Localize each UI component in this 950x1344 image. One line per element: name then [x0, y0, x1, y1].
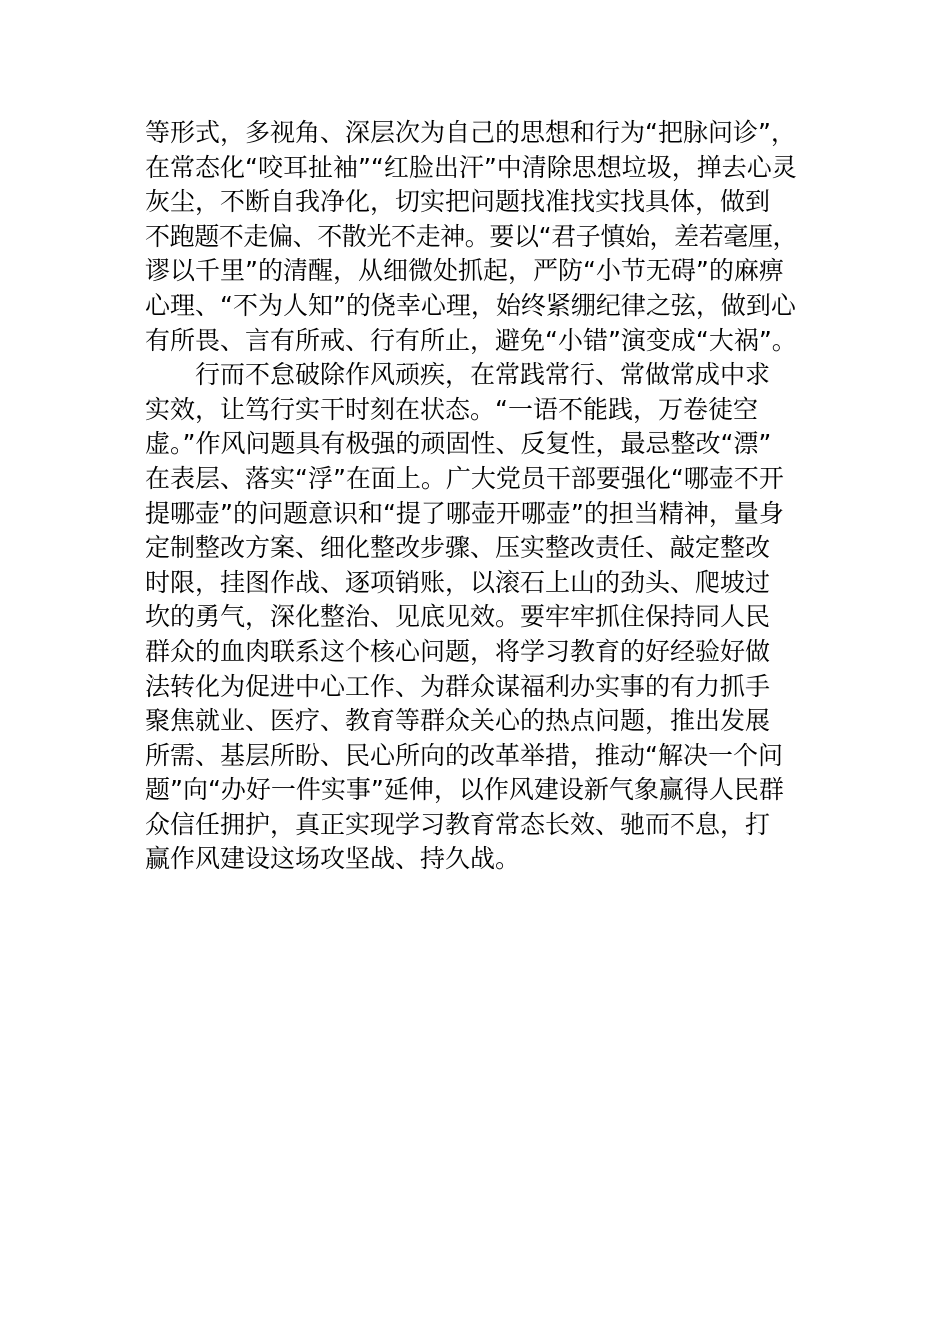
text-line: 所需、基层所盼、民心所向的改革举措，推动“解决一个问 — [145, 740, 783, 770]
text-line: 虚。”作风问题具有极强的顽固性、反复性，最忌整改“漂” — [145, 429, 772, 459]
text-line: 时限，挂图作战、逐项销账，以滚石上山的劲头、爬坡过 — [145, 567, 771, 597]
text-line: 谬以千里”的清醒，从细微处抓起，严防“小节无碍”的麻痹 — [145, 256, 784, 286]
text-line: 灰尘，不断自我净化，切实把问题找准找实找具体，做到 — [145, 187, 771, 217]
paragraph-start-line: 行而不怠破除作风顽疾，在常践常行、常做常成中求 — [145, 360, 771, 390]
text-line: 心理、“不为人知”的侥幸心理，始终紧绷纪律之弦，做到心 — [145, 290, 796, 320]
text-line: 不跑题不走偏、不散光不走神。要以“君子慎始，差若毫厘， — [145, 221, 798, 251]
text-line: 定制整改方案、细化整改步骤、压实整改责任、敲定整改 — [145, 533, 771, 563]
text-line: 在表层、落实“浮”在面上。广大党员干部要强化“哪壶不开 — [145, 463, 784, 493]
text-line: 实效，让笃行实干时刻在状态。“一语不能践，万卷徒空 — [145, 394, 758, 424]
text-line: 在常态化“咬耳扯袖”“红脸出汗”中清除思想垃圾，掸去心灵 — [145, 152, 797, 182]
text-line: 赢作风建设这场攻坚战、持久战。 — [145, 844, 521, 874]
text-line: 法转化为促进中心工作、为群众谋福利办实事的有力抓手 — [145, 671, 771, 701]
text-line: 有所畏、言有所戒、行有所止，避免“小错”演变成“大祸”。 — [145, 325, 797, 355]
body-text — [145, 116, 845, 877]
text-line: 题”向“办好一件实事”延伸，以作风建设新气象赢得人民群 — [145, 775, 784, 805]
text-line: 群众的血肉联系这个核心问题，将学习教育的好经验好做 — [145, 636, 771, 666]
text-line: 提哪壶”的问题意识和“提了哪壶开哪壶”的担当精神，量身 — [145, 498, 784, 528]
text-line: 等形式，多视角、深层次为自己的思想和行为“把脉问诊”， — [145, 118, 796, 147]
text-line: 聚焦就业、医疗、教育等群众关心的热点问题，推出发展 — [145, 706, 771, 736]
text-line: 众信任拥护，真正实现学习教育常态长效、驰而不息，打 — [145, 809, 771, 839]
text-line: 坎的勇气，深化整治、见底见效。要牢牢抓住保持同人民 — [145, 602, 771, 632]
